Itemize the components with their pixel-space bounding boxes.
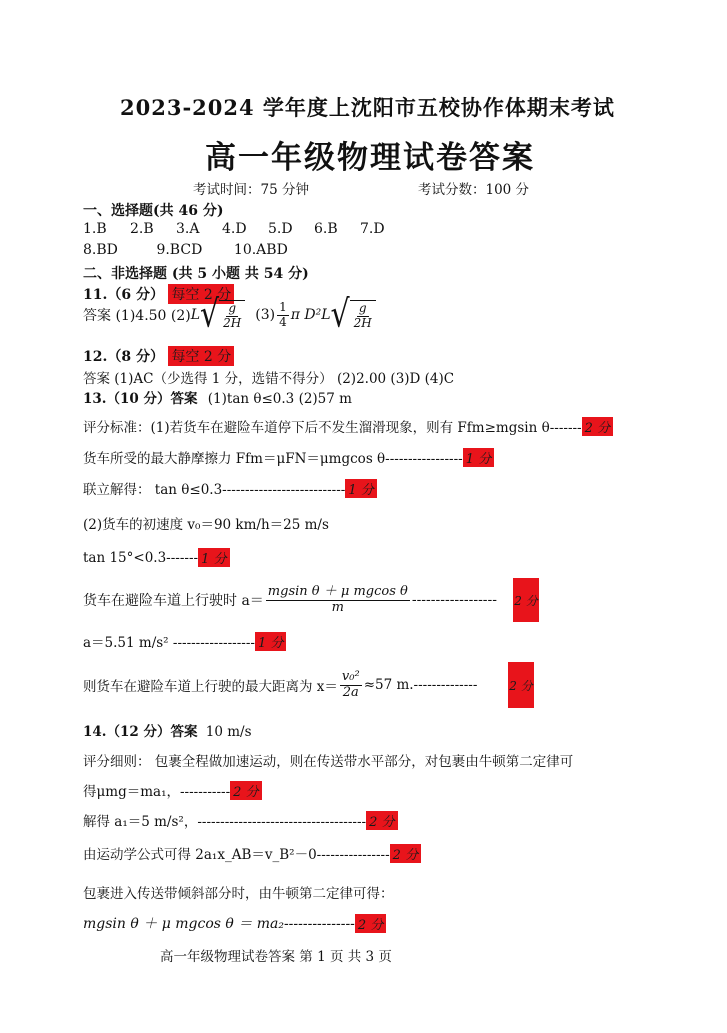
q14-line2	[83, 780, 262, 800]
q13-line8-suffix: ≈57 m.--------------	[363, 677, 478, 693]
q13-line1-text: 评分标准：(1)若货车在避险车道停下后不发生溜滑现象，则有 Ffm≥mgsin θ-------	[83, 420, 582, 436]
answer-4: 4.D	[222, 221, 247, 237]
q14-line4-text: 由运动学公式可得 2a₁x_AB＝v_B²－0----------------	[83, 847, 390, 863]
q13-line7	[83, 631, 286, 651]
q13-line2-text: 货车所受的最大静摩擦力 Ffm＝μFN＝μmgcos θ-----------------	[83, 451, 463, 467]
answer-8: 8.BD	[83, 242, 118, 258]
q14-answer: 10 m/s	[205, 724, 252, 740]
q13-line2	[83, 447, 494, 467]
q11-label: 11.（6 分）	[83, 287, 164, 303]
q14-line3	[83, 810, 398, 830]
q13-line6	[83, 578, 497, 622]
q14-line2-text: 得μmg＝ma₁，-----------	[83, 784, 231, 800]
q13-line5-text: tan 15°<0.3-------	[83, 549, 199, 566]
q13-line7-badge: 1 分	[255, 632, 286, 651]
q14-label: 14.（12 分）答案	[83, 724, 198, 740]
answer-6: 6.B	[314, 221, 338, 237]
q11-answer-prefix: 答案 (1)4.50 (2)	[83, 308, 191, 325]
q14-line4	[83, 843, 421, 863]
q13-line1-badge: 2 分	[582, 417, 613, 436]
q14-line6	[83, 913, 386, 933]
frac-den: 2a	[342, 684, 359, 700]
q11-piD2L: π D²L	[290, 307, 331, 324]
paper-subtitle: 高一年级物理试卷答案	[205, 140, 535, 176]
q13-label: 13.（10 分）答案	[83, 391, 198, 407]
choice-answers-line1	[83, 221, 385, 237]
frac-num: v₀²	[341, 668, 360, 684]
q11-L: L	[190, 307, 201, 324]
answer-9: 9.BCD	[156, 242, 203, 258]
q13-line3	[83, 478, 377, 498]
q13-line4: (2)货车的初速度 v₀＝90 km/h＝25 m/s	[83, 517, 329, 533]
q11-score-badge: 每空 2 分	[168, 284, 234, 304]
q14-line6-text: mgsin θ ＋ μ mgcos θ ＝ ma₂---------------	[83, 916, 355, 932]
q11-sqrt-1	[200, 292, 245, 337]
q13-line8	[83, 662, 477, 708]
q13-line7-text: a＝5.51 m/s² ------------------	[83, 635, 255, 651]
q14-line3-badge: 2 分	[366, 811, 397, 830]
q11-part3: (3)	[255, 307, 276, 324]
q12-header	[83, 346, 234, 366]
q13-line6-prefix: 货车在避险车道上行驶时 a＝	[83, 593, 264, 609]
answer-7: 7.D	[360, 221, 385, 237]
q14-header	[83, 720, 252, 740]
q13-line1	[83, 416, 613, 436]
frac-num: g	[358, 301, 367, 315]
q13-line5	[83, 548, 230, 567]
q14-line1: 评分细则： 包裹全程做加速运动，则在传送带水平部分，对包裹由牛顿第二定律可	[83, 754, 574, 770]
frac-num: g	[228, 301, 237, 315]
radical-sign: √	[330, 292, 350, 337]
q13-line8-badge: 2 分	[508, 662, 534, 708]
q12-answer: 答案 (1)AC（少选得 1 分，选错不得分） (2)2.00 (3)D (4)C	[83, 371, 455, 387]
frac-num: mgsin θ ＋ μ mgcos θ	[267, 583, 408, 599]
q13-line8-prefix: 则货车在避险车道上行驶的最大距离为 x＝	[83, 679, 338, 695]
exam-score: 考试分数：100 分	[418, 182, 530, 198]
answer-3: 3.A	[176, 221, 200, 237]
section2-heading: 二、非选择题 (共 5 小题 共 54 分)	[83, 266, 309, 282]
q13-header	[83, 387, 352, 407]
q13-line6-dashes: ------------------	[411, 592, 497, 608]
exam-time: 考试时间：75 分钟	[193, 182, 309, 198]
q12-label: 12.（8 分）	[83, 349, 164, 365]
answer-1: 1.B	[83, 221, 107, 237]
q13-line3-text: 联立解得： tan θ≤0.3---------------------------	[83, 482, 346, 498]
q12-score-badge: 每空 2 分	[168, 346, 234, 366]
frac-den: 2H	[353, 315, 372, 330]
q13-line2-badge: 1 分	[463, 448, 494, 467]
q13-line3-badge: 1 分	[345, 479, 376, 498]
q14-line3-text: 解得 a₁＝5 m/s²，-------------------------------------	[83, 814, 367, 830]
q13-line6-badge: 2 分	[513, 578, 539, 622]
frac-den: 2H	[223, 315, 242, 330]
frac-den: m	[331, 599, 344, 615]
section1-heading: 一、选择题(共 46 分)	[83, 203, 224, 219]
q14-line6-badge: 2 分	[355, 914, 386, 933]
q13-answer: (1)tan θ≤0.3 (2)57 m	[207, 391, 352, 407]
q11-sqrt-2	[330, 292, 376, 337]
q13-line5-badge: 1 分	[198, 548, 229, 567]
answer-10: 10.ABD	[233, 242, 288, 258]
frac-num: 1	[279, 300, 287, 314]
q14-line5: 包裹进入传送带倾斜部分时，由牛顿第二定律可得：	[83, 886, 394, 902]
answer-5: 5.D	[268, 221, 293, 237]
q14-line2-badge: 2 分	[230, 781, 261, 800]
exam-title: 2023-2024 学年度上沈阳市五校协作体期末考试	[120, 95, 615, 120]
frac-den: 4	[279, 314, 287, 329]
choice-answers-line2	[83, 242, 288, 258]
page-footer: 高一年级物理试卷答案 第 1 页 共 3 页	[160, 949, 392, 965]
q14-line4-badge: 2 分	[390, 844, 421, 863]
answer-2: 2.B	[130, 221, 154, 237]
radical-sign: √	[200, 292, 220, 337]
